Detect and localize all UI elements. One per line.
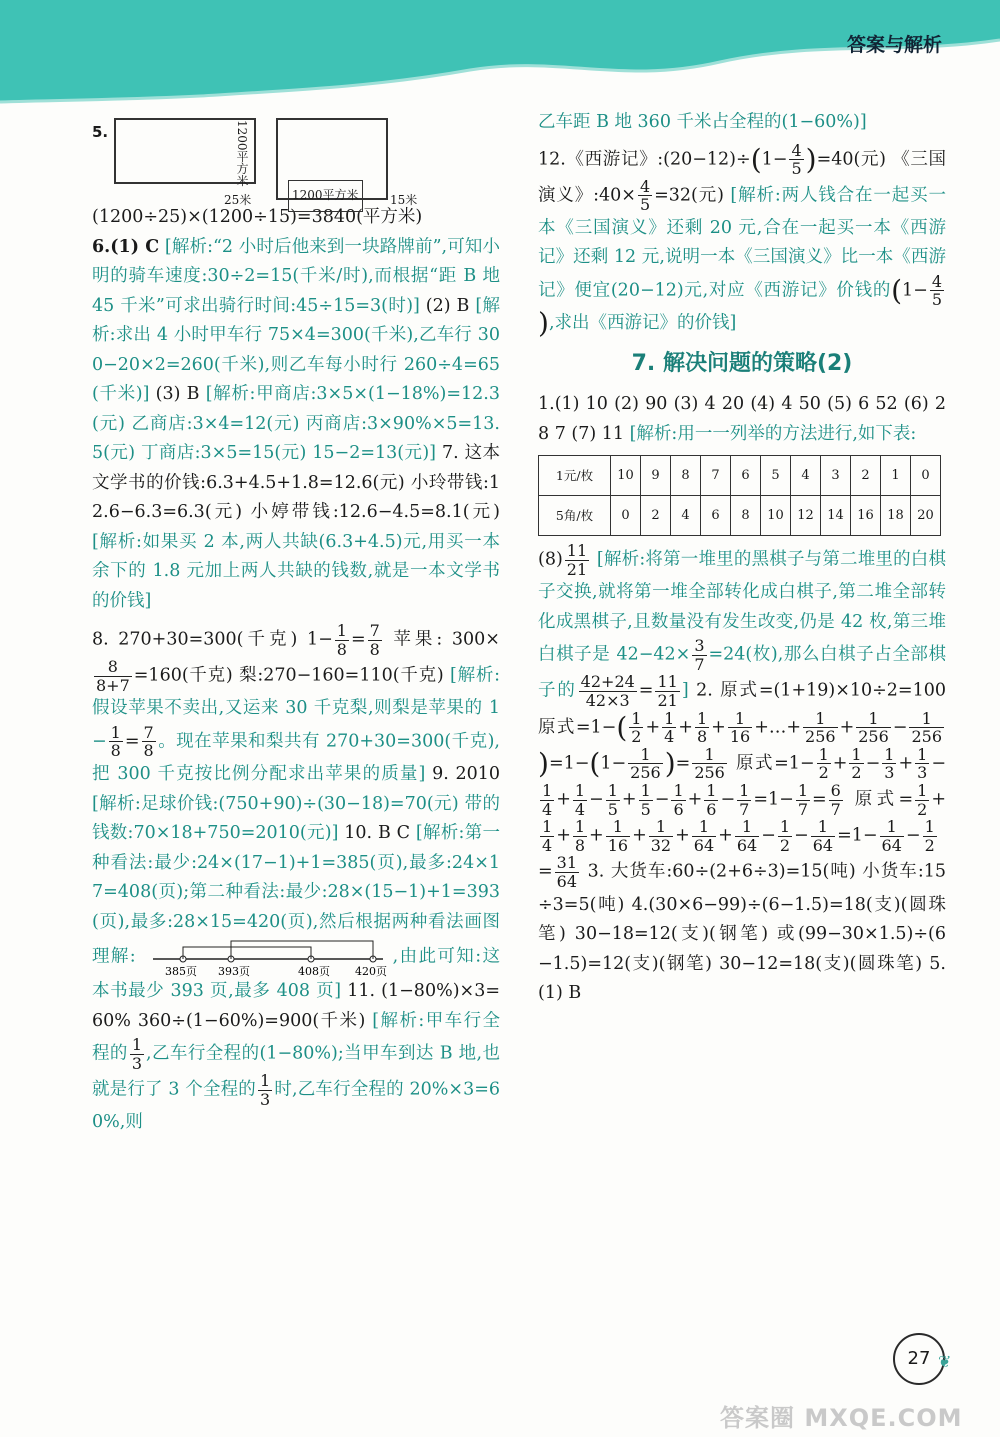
q12: 12.《西游记》:(20−12)÷(1− $\frac{4}{5}$ )=40(元) 《三国演义》:40× $\frac{4}{5}$ =32(元) [解析:两人钱合在一起买一本《三国演义》还剩 20 元,合在一起买一本《西游记》还剩 12 元,说明一本《三国演义》比一本《西游记》便宜(20−12)元,对应《西游记》价钱的(1− $\frac{4}{5}$ ),求出《西游记》的价钱] [538, 140, 946, 340]
frac-1-8b: $\frac{1}{8}$ [110, 722, 121, 761]
q11-analysis-2: ,乙车行全程的(1−80%);当甲车到达 B 地,也就是行了 3 个全程的 [92, 1043, 501, 1100]
q6b-analysis: [解析:求出 4 小时甲车行 75×4=300(千米),乙车行 300−20×2=260(千米),则乙车每小时行 260÷4=65(千米)] [92, 295, 501, 404]
table-head: 5角/枚 [539, 496, 611, 536]
tl-408: 408页 [297, 965, 330, 978]
tl-385: 385页 [164, 965, 197, 978]
q6c: (3) B [155, 384, 200, 404]
table-cell: 6 [731, 456, 761, 496]
frac-1-3a: $\frac{1}{3}$ [131, 1035, 143, 1073]
frac-4-5c: $\frac{4}{5}$ [931, 271, 942, 310]
q12-a: 12.《西游记》:(20−12)÷ [538, 149, 751, 170]
q10: 10. B C [344, 823, 411, 844]
q6a: 6.(1) C [92, 236, 160, 257]
q8-d: =160(千克) 梨:270−160=110(千克) [133, 665, 444, 686]
q8-b: 苹果: [393, 629, 443, 650]
table-cell: 2 [641, 496, 671, 536]
table-cell: 2 [851, 456, 881, 496]
table-cell: 14 [821, 496, 851, 536]
q5-label: 5. [92, 123, 109, 141]
table-cell: 8 [671, 456, 701, 496]
frac-4-5a: $\frac{4}{5}$ [791, 140, 802, 179]
table-cell: 8 [731, 496, 761, 536]
table-cell: 0 [911, 456, 941, 496]
q7: 7. 这本文学书的价钱:6.3+4.5+1.8=12.6(元) 小玲带钱:12.6−6.3=6.3(元) 小婷带钱:12.6−4.5=8.1(元) [92, 443, 500, 522]
table-cell: 18 [881, 496, 911, 536]
q11-analysis-3: 时,乙车行全程的 20%×3=60%,则 [92, 1079, 500, 1133]
table-cell: 7 [701, 456, 731, 496]
rect-a-width: 25米 [224, 193, 252, 207]
frac-11-21b: $\frac{11}{21}$ [657, 672, 678, 711]
table-cell: 0 [611, 496, 641, 536]
q7-analysis: [解析:如果买 2 本,两人共缺(6.3+4.5)元,用买一本余下的 1.8 元加上两人共缺的钱数,就是一本文学书的价钱] [92, 531, 500, 611]
frac-66-126: $\frac{42+24}{42\times 3}$ [580, 672, 635, 711]
q12-analysis-2: ,求出《西游记》的价钱] [548, 313, 737, 334]
table-cell: 12 [791, 496, 821, 536]
table-cell: 9 [641, 456, 671, 496]
page-number: 27 [893, 1333, 945, 1385]
s1 [538, 390, 946, 449]
frac-3-7: $\frac{3}{7}$ [694, 636, 705, 674]
s4: 4.(30×6−99)÷(6−1.5)=18(支)(圆珠笔) 30−18=12(支)(钢笔) 或(99−30×1.5)÷(6−1.5)=12(支)(钢笔) 30−12=18(支)(圆珠笔) [538, 894, 946, 974]
s3: 3. 大货车:60÷(2+6÷3)=15(吨) 小货车:15÷3=5(吨) [538, 861, 946, 915]
table-cell: 1 [881, 456, 911, 496]
frac-7-8b: $\frac{7}{8}$ [143, 722, 154, 761]
q10-analysis-2: ,由此可知:这本书最少 393 页,最多 408 页] [92, 946, 500, 1002]
frac-1-8: $\frac{1}{8}$ [336, 621, 347, 659]
s2: 2. 原式=(1+19)×10÷2=100 原式=1− [538, 681, 946, 738]
q8-analysis-1: [解析:假设苹果不卖出,又运来 30 千克梨,则梨是苹果的 1− [92, 665, 500, 752]
q12-b: =40(元) [816, 149, 886, 170]
q12-d: =32(元) [654, 185, 724, 206]
page-header [0, 0, 1000, 110]
q11-analysis-cont: 乙车距 B 地 360 千米占全程的(1−60%)] [538, 112, 867, 132]
q12-analysis: [解析:两人钱合在一起买一本《三国演义》还剩 20 元,合在一起买一本《西游记》还剩 12 元,说明一本《三国演义》比一本《西游记》便宜(20−12)元,对应《西游记》价钱的 [538, 185, 946, 301]
frac-1-3b: $\frac{1}{3}$ [259, 1071, 271, 1109]
watermark: 答案圈 MXQE.COM [720, 1404, 963, 1432]
table-head: 1元/枚 [539, 456, 611, 496]
q11: 11. (1−80%)×3=60% 360÷(1−60%)=900(千米) [92, 981, 500, 1031]
rect-a-area: 1200平方米 [235, 120, 249, 187]
frac-11-21: $\frac{11}{21}$ [566, 541, 588, 579]
table-row [539, 456, 941, 496]
q8-a: 8. 270+30=300(千克) 1− [92, 629, 333, 650]
tl-393: 393页 [217, 965, 250, 978]
frac-7-8: $\frac{7}{8}$ [369, 621, 380, 659]
s2b: 原式=1− [735, 753, 815, 774]
enumeration-table [538, 455, 941, 536]
section-title: 7. 解决问题的策略(2) [631, 350, 853, 376]
page-range-timeline [143, 937, 393, 977]
q9-analysis: [解析:足球价钱:(750+90)÷(30−18)=70(元) 带的钱数:70×18+750=2010(元)] [92, 793, 500, 844]
table-row [539, 496, 941, 536]
q9: 9. 2010 [432, 764, 501, 785]
table-cell: 10 [761, 496, 791, 536]
tl-420: 420页 [354, 965, 387, 978]
table-cell: 16 [851, 496, 881, 536]
q6b: (2) B [425, 295, 470, 316]
q6c-analysis: [解析:甲商店:3×5×(1−18%)=12.3(元) 乙商店:3×4=12(元) 丙商店:3×90%×5=13.5(元) 丁商店:3×5=15(元) 15−2=13(元)] [92, 384, 500, 463]
s5: 5.(1) B [538, 953, 946, 1004]
table-cell: 4 [671, 496, 701, 536]
table-cell: 20 [911, 496, 941, 536]
left-column [92, 108, 500, 1138]
s1-8: (8) $\frac{11}{21}$ [解析:将第一堆里的黑棋子与第二堆里的白棋子交换,就将第一堆全部转化成白棋子,第二堆全部转化成黑棋子,且数量没有发生改变,仍是 42 枚,第三堆白棋子是 42−42× $\frac{3}{7}$ =24(枚),那么白棋子占全部棋子的 $\frac{42+24}{42\times 3}$ = $\frac{11}{21}$ ] 2. 原式=(1+19)×10÷2=100 原式=1−( $\frac{1}{2}$ + $\frac{1}{4}$ + $\frac{1}{8}$ + $\frac{1}{16}$ +…+ $\frac{1}{256}$ + $\frac{1}{256}$ − $\frac{1}{256}$ )=1−(1− $\frac{1}{256}$ )= $\frac{1}{256}$ 原式=1− $\frac{1}{2}$ + $\frac{1}{2}$ − $\frac{1}{3}$ + $\frac{1}{3}$ − $\frac{1}{4}$ + $\frac{1}{4}$ − $\frac{1}{5}$ + $\frac{1}{5}$ − $\frac{1}{6}$ + $\frac{1}{6}$ − $\frac{1}{7}$ =1− $\frac{1}{7}$ = $\frac{6}{7}$ 原式= $\frac{1}{2}$ + $\frac{1}{4}$ + $\frac{1}{8}$ + $\frac{1}{16}$ + $\frac{1}{32}$ + $\frac{1}{64}$ + $\frac{1}{64}$ − $\frac{1}{2}$ − $\frac{1}{64}$ =1− $\frac{1}{64}$ − $\frac{1}{2}$ = $\frac{31}{64}$ 3. 大货车:60÷(2+6÷3)=15(吨) 小货车:15÷3=5(吨) 4.(30×6−99)÷(6−1.5)=18(支)(圆珠笔) 30−18=12(支)(钢笔) 或(99−30×1.5)÷(6−1.5)=12(支)(钢笔) 30−12=18(支)(圆珠笔) 5.(1) B [538, 541, 946, 1004]
q12-c: 《三国演义》:40× [538, 149, 946, 206]
table-cell: 6 [701, 496, 731, 536]
header-title: 答案与解析 [846, 34, 942, 56]
table-cell: 10 [611, 456, 641, 496]
frac-4-5b: $\frac{4}{5}$ [639, 176, 651, 215]
rect-b-area: 1200平方米 [288, 180, 363, 212]
table-cell: 5 [761, 456, 791, 496]
s1-8-analysis-2: =24(枚),那么白棋子占全部棋子的 [538, 644, 946, 702]
q6a-analysis: [解析:“2 小时后他来到一块路牌前”,可知小明的骑车速度:30÷2=15(千米/时),而根据“距 B 地 45 千米”可求出骑行时间:45÷15=3(时)] [92, 236, 500, 316]
s1-8-label: (8) [538, 549, 563, 570]
q10-analysis: [解析:第一种看法:最少:24×(17−1)+1=385(页),最多:24×17=408(页);第二种看法:最少:28×(15−1)+1=393(页),最多:28×15=420(页),然后根据两种看法画图理解: [92, 823, 500, 967]
s2c: 原式= [854, 789, 914, 810]
s1-analysis: [解析:用一一列举的方法进行,如下表: [629, 423, 917, 444]
s1-answers: 1.(1) 10 (2) 90 (3) 4 20 (4) 4 50 (5) 6 52 (6) 28 7 (7) 11 [538, 394, 946, 444]
q8: 8. 270+30=300(千克) 1− $\frac{1}{8}$ = $\frac{7}{8}$ 苹果: 300× $\frac{8}{8+7}$ =160(千克) 梨:270−160=110(千克) [解析:假设苹果不卖出,又运来 30 千克梨,则梨是苹果的 1− $\frac{1}{8}$ = $\frac{7}{8}$ 。现在苹果和梨共有 270+30=300(千克),把 300 千克按比例分配求出苹果的质量] 9. 2010 [解析:足球价钱:(750+90)÷(30−18)=70(元) 带的钱数:70×18+750=2010(元)] 10. B C [解析:第一种看法:最少:24×(17−1)+1=385(页),最多:24×17=408(页);第二种看法:最少:28×(15−1)+1=393(页),最多:28×15=420(页),然后根据两种看法画图理解: 385页 393页 408页 420页 ,由此可知:这本书最少 393 页,最多 408 页] 11. (1−80%)×3=60% 360÷(1−60%)=900(千米) [解析:甲车行全程的 $\frac{1}{3}$ ,乙车行全程的(1−80%);当甲车到达 B 地,也就是行了 3 个全程的 $\frac{1}{3}$ 时,乙车行全程的 20%×3=60%,则 [92, 621, 501, 1133]
table-cell: 4 [791, 456, 821, 496]
q5-answer: (1200÷25)×(1200÷15)=3840(平方米) [92, 207, 423, 227]
q8-analysis-2: 。现在苹果和梨共有 270+30=300(千克),把 300 千克按比例分配求出苹果的质量] [92, 731, 500, 785]
q11-analysis-1: [解析:甲车行全程的 [92, 1010, 500, 1064]
q6 [92, 233, 500, 617]
s1-8-analysis: [解析:将第一堆里的黑棋子与第二堆里的白棋子交换,就将第一堆全部转化成白棋子,第二堆全部转化成黑棋子,且数量没有发生改变,仍是 42 枚,第三堆白棋子是 42−42× [538, 549, 946, 665]
leaf-icon: ❦ [938, 1352, 952, 1371]
rect-b-width: 15米 [390, 193, 418, 207]
table-cell: 3 [821, 456, 851, 496]
figure-q5 [92, 108, 500, 207]
frac-8-15: $\frac{8}{8+7}$ [96, 657, 130, 695]
q8-c: 300× [451, 629, 500, 650]
right-column [538, 108, 946, 1009]
